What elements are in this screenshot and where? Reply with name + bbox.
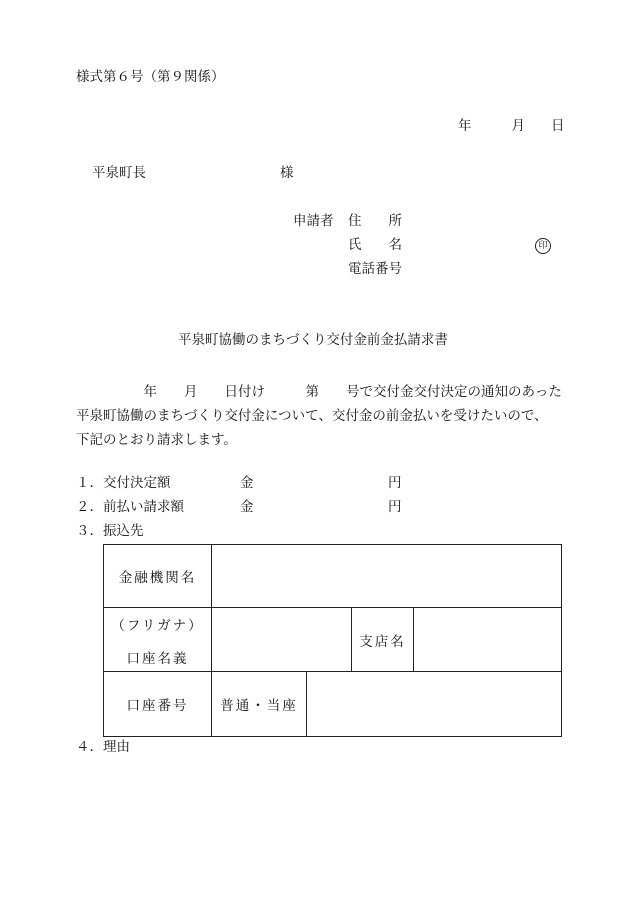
account-number-label: 口座番号 bbox=[104, 672, 212, 737]
account-holder-label: 口座名義 bbox=[126, 651, 189, 667]
item-4-label: ４．理由 bbox=[76, 739, 130, 755]
applicant-label: 申請者 bbox=[293, 213, 334, 229]
applicant-address-label: 住 所 bbox=[348, 213, 402, 229]
item-1-yen: 円 bbox=[388, 475, 402, 491]
bank-name-row bbox=[104, 545, 562, 608]
body-line-2: 平泉町協働のまちづくり交付金について、交付金の前金払いを受けたいので、 bbox=[76, 408, 548, 424]
branch-label: 支店名 bbox=[352, 608, 414, 672]
branch-value bbox=[414, 608, 562, 672]
date-day: 日 bbox=[551, 118, 565, 134]
account-holder-label-cell bbox=[104, 608, 212, 672]
item-1-label: １．交付決定額 bbox=[76, 475, 171, 491]
item-2-label: ２．前払い請求額 bbox=[76, 499, 184, 515]
account-type: 普通・当座 bbox=[212, 672, 307, 737]
body-line-3: 下記のとおり請求します。 bbox=[76, 432, 237, 448]
applicant-name-label: 氏 名 bbox=[348, 237, 402, 253]
account-holder-value bbox=[212, 608, 352, 672]
account-holder-row bbox=[104, 608, 562, 672]
seal-mark: 印 bbox=[535, 238, 551, 254]
addressee: 平泉町長 bbox=[92, 165, 146, 181]
body-line-1: 年 月 日付け 第 号で交付金交付決定の通知のあった bbox=[76, 384, 562, 400]
date-year: 年 bbox=[458, 118, 472, 134]
document-title: 平泉町協働のまちづくり交付金前金払請求書 bbox=[178, 332, 448, 348]
account-number-row bbox=[104, 672, 562, 737]
form-number: 様式第６号（第９関係） bbox=[76, 69, 225, 85]
account-number-value bbox=[307, 672, 562, 737]
applicant-phone-label: 電話番号 bbox=[348, 261, 402, 277]
bank-name-value bbox=[212, 545, 562, 608]
date-month: 月 bbox=[511, 118, 525, 134]
bank-transfer-table bbox=[103, 544, 562, 737]
item-2-kin: 金 bbox=[240, 499, 254, 515]
addressee-suffix: 様 bbox=[280, 165, 294, 181]
item-3-label: ３．振込先 bbox=[76, 523, 144, 539]
item-1-kin: 金 bbox=[240, 475, 254, 491]
furigana-label: （フリガナ） bbox=[111, 618, 204, 634]
request-body bbox=[76, 380, 562, 452]
bank-name-label: 金融機関名 bbox=[104, 545, 212, 608]
date-line bbox=[458, 120, 565, 134]
item-2-yen: 円 bbox=[388, 499, 402, 515]
